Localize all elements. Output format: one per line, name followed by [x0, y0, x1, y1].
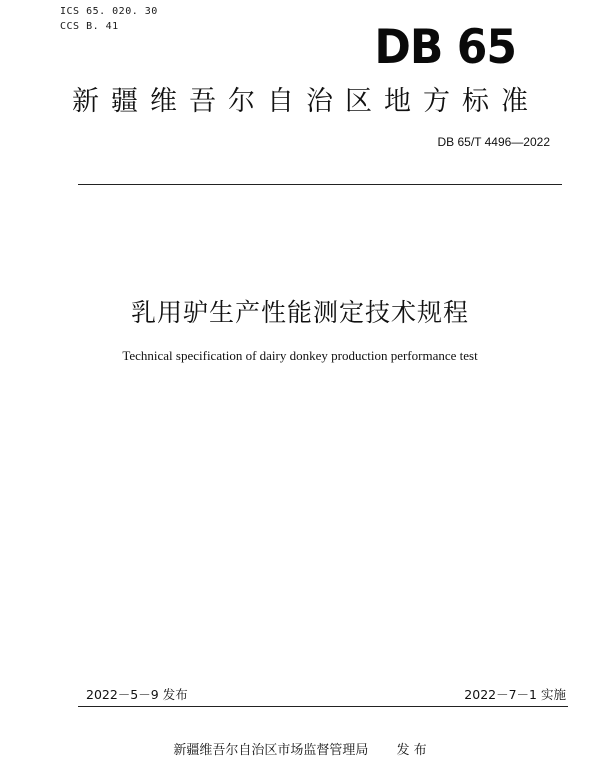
publisher-name: 新疆维吾尔自治区市场监督管理局: [173, 743, 369, 758]
standard-title-en: Technical specification of dairy donkey production performance test: [122, 348, 478, 363]
org-title: 新疆维吾尔自治区地方标准: [72, 86, 540, 117]
publisher-action: 发 布: [396, 743, 427, 758]
ics-code: ICS 65. 020. 30: [60, 6, 158, 17]
ccs-code: CCS B. 41: [60, 21, 119, 32]
standard-number: DB 65/T 4496—2022: [437, 135, 550, 149]
issue-date: 2022－5－9 发布: [86, 687, 188, 702]
bottom-divider: [78, 706, 568, 707]
top-divider: [78, 184, 562, 185]
publisher-line: [0, 742, 600, 760]
db-logo: DB 65: [374, 20, 516, 76]
standard-title-cn: 乳用驴生产性能测定技术规程: [130, 298, 469, 327]
implementation-date: 2022－7－1 实施: [464, 687, 566, 702]
